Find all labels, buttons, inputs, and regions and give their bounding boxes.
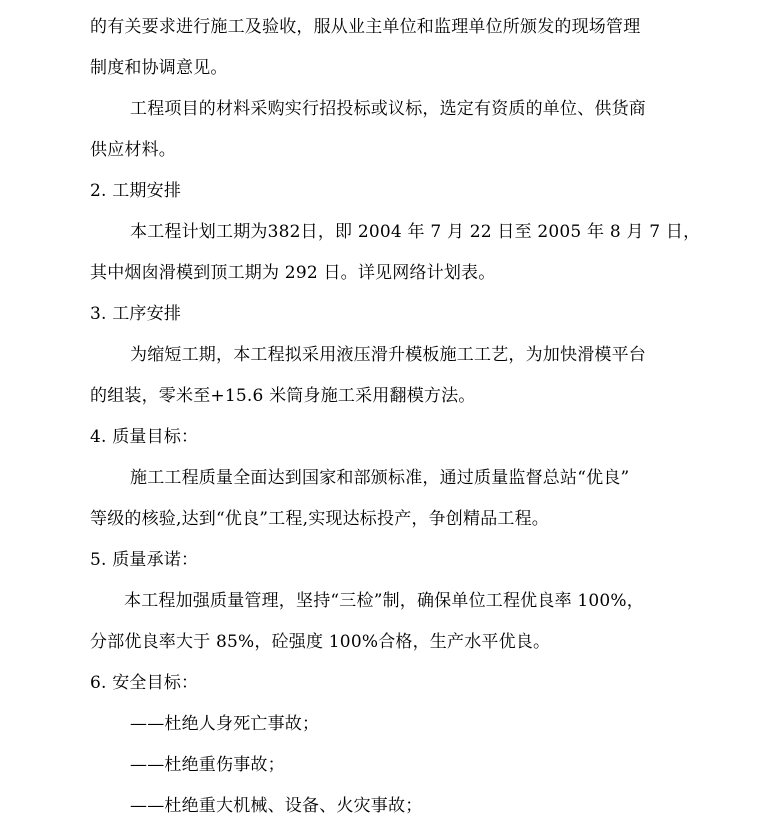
paragraph-line: 等级的核验,达到“优良”工程,实现达标投产，争创精品工程。 — [90, 509, 549, 529]
paragraph-line: 的有关要求进行施工及验收，服从业主单位和监理单位所颁发的现场管理 — [90, 17, 641, 37]
section-heading: 2. 工期安排 — [90, 181, 182, 201]
paragraph-line: 为缩短工期，本工程拟采用液压滑升模板施工工艺，为加快滑模平台 — [130, 345, 646, 365]
section-heading: 6. 安全目标： — [90, 673, 199, 693]
paragraph-line: 供应材料。 — [90, 140, 176, 160]
safety-goal-item: ——杜绝重大机械、设备、火灾事故； — [130, 796, 423, 816]
paragraph-line: 本工程计划工期为382日，即 2004 年 7 月 22 日至 2005 年 8 月 7 日， — [130, 222, 701, 242]
paragraph-line: 工程项目的材料采购实行招投标或议标，选定有资质的单位、供货商 — [130, 99, 646, 119]
section-heading: 5. 质量承诺： — [90, 550, 199, 570]
paragraph-line: 的组装，零米至+15.6 米筒身施工采用翻模方法。 — [90, 386, 476, 406]
safety-goal-item: ——杜绝重伤事故； — [130, 755, 285, 775]
paragraph-line: 分部优良率大于 85%，砼强度 100%合格，生产水平优良。 — [90, 632, 551, 652]
paragraph-line: 本工程加强质量管理，坚持“三检”制，确保单位工程优良率 100%， — [124, 591, 644, 611]
section-heading: 3. 工序安排 — [90, 304, 182, 324]
paragraph-line: 制度和协调意见。 — [90, 58, 228, 78]
paragraph-line: 施工工程质量全面达到国家和部颁标准，通过质量监督总站“优良” — [130, 468, 630, 488]
section-heading: 4. 质量目标： — [90, 427, 199, 447]
paragraph-line: 其中烟囱滑模到顶工期为 292 日。详见网络计划表。 — [90, 263, 496, 283]
safety-goal-item: ——杜绝人身死亡事故； — [130, 714, 320, 734]
